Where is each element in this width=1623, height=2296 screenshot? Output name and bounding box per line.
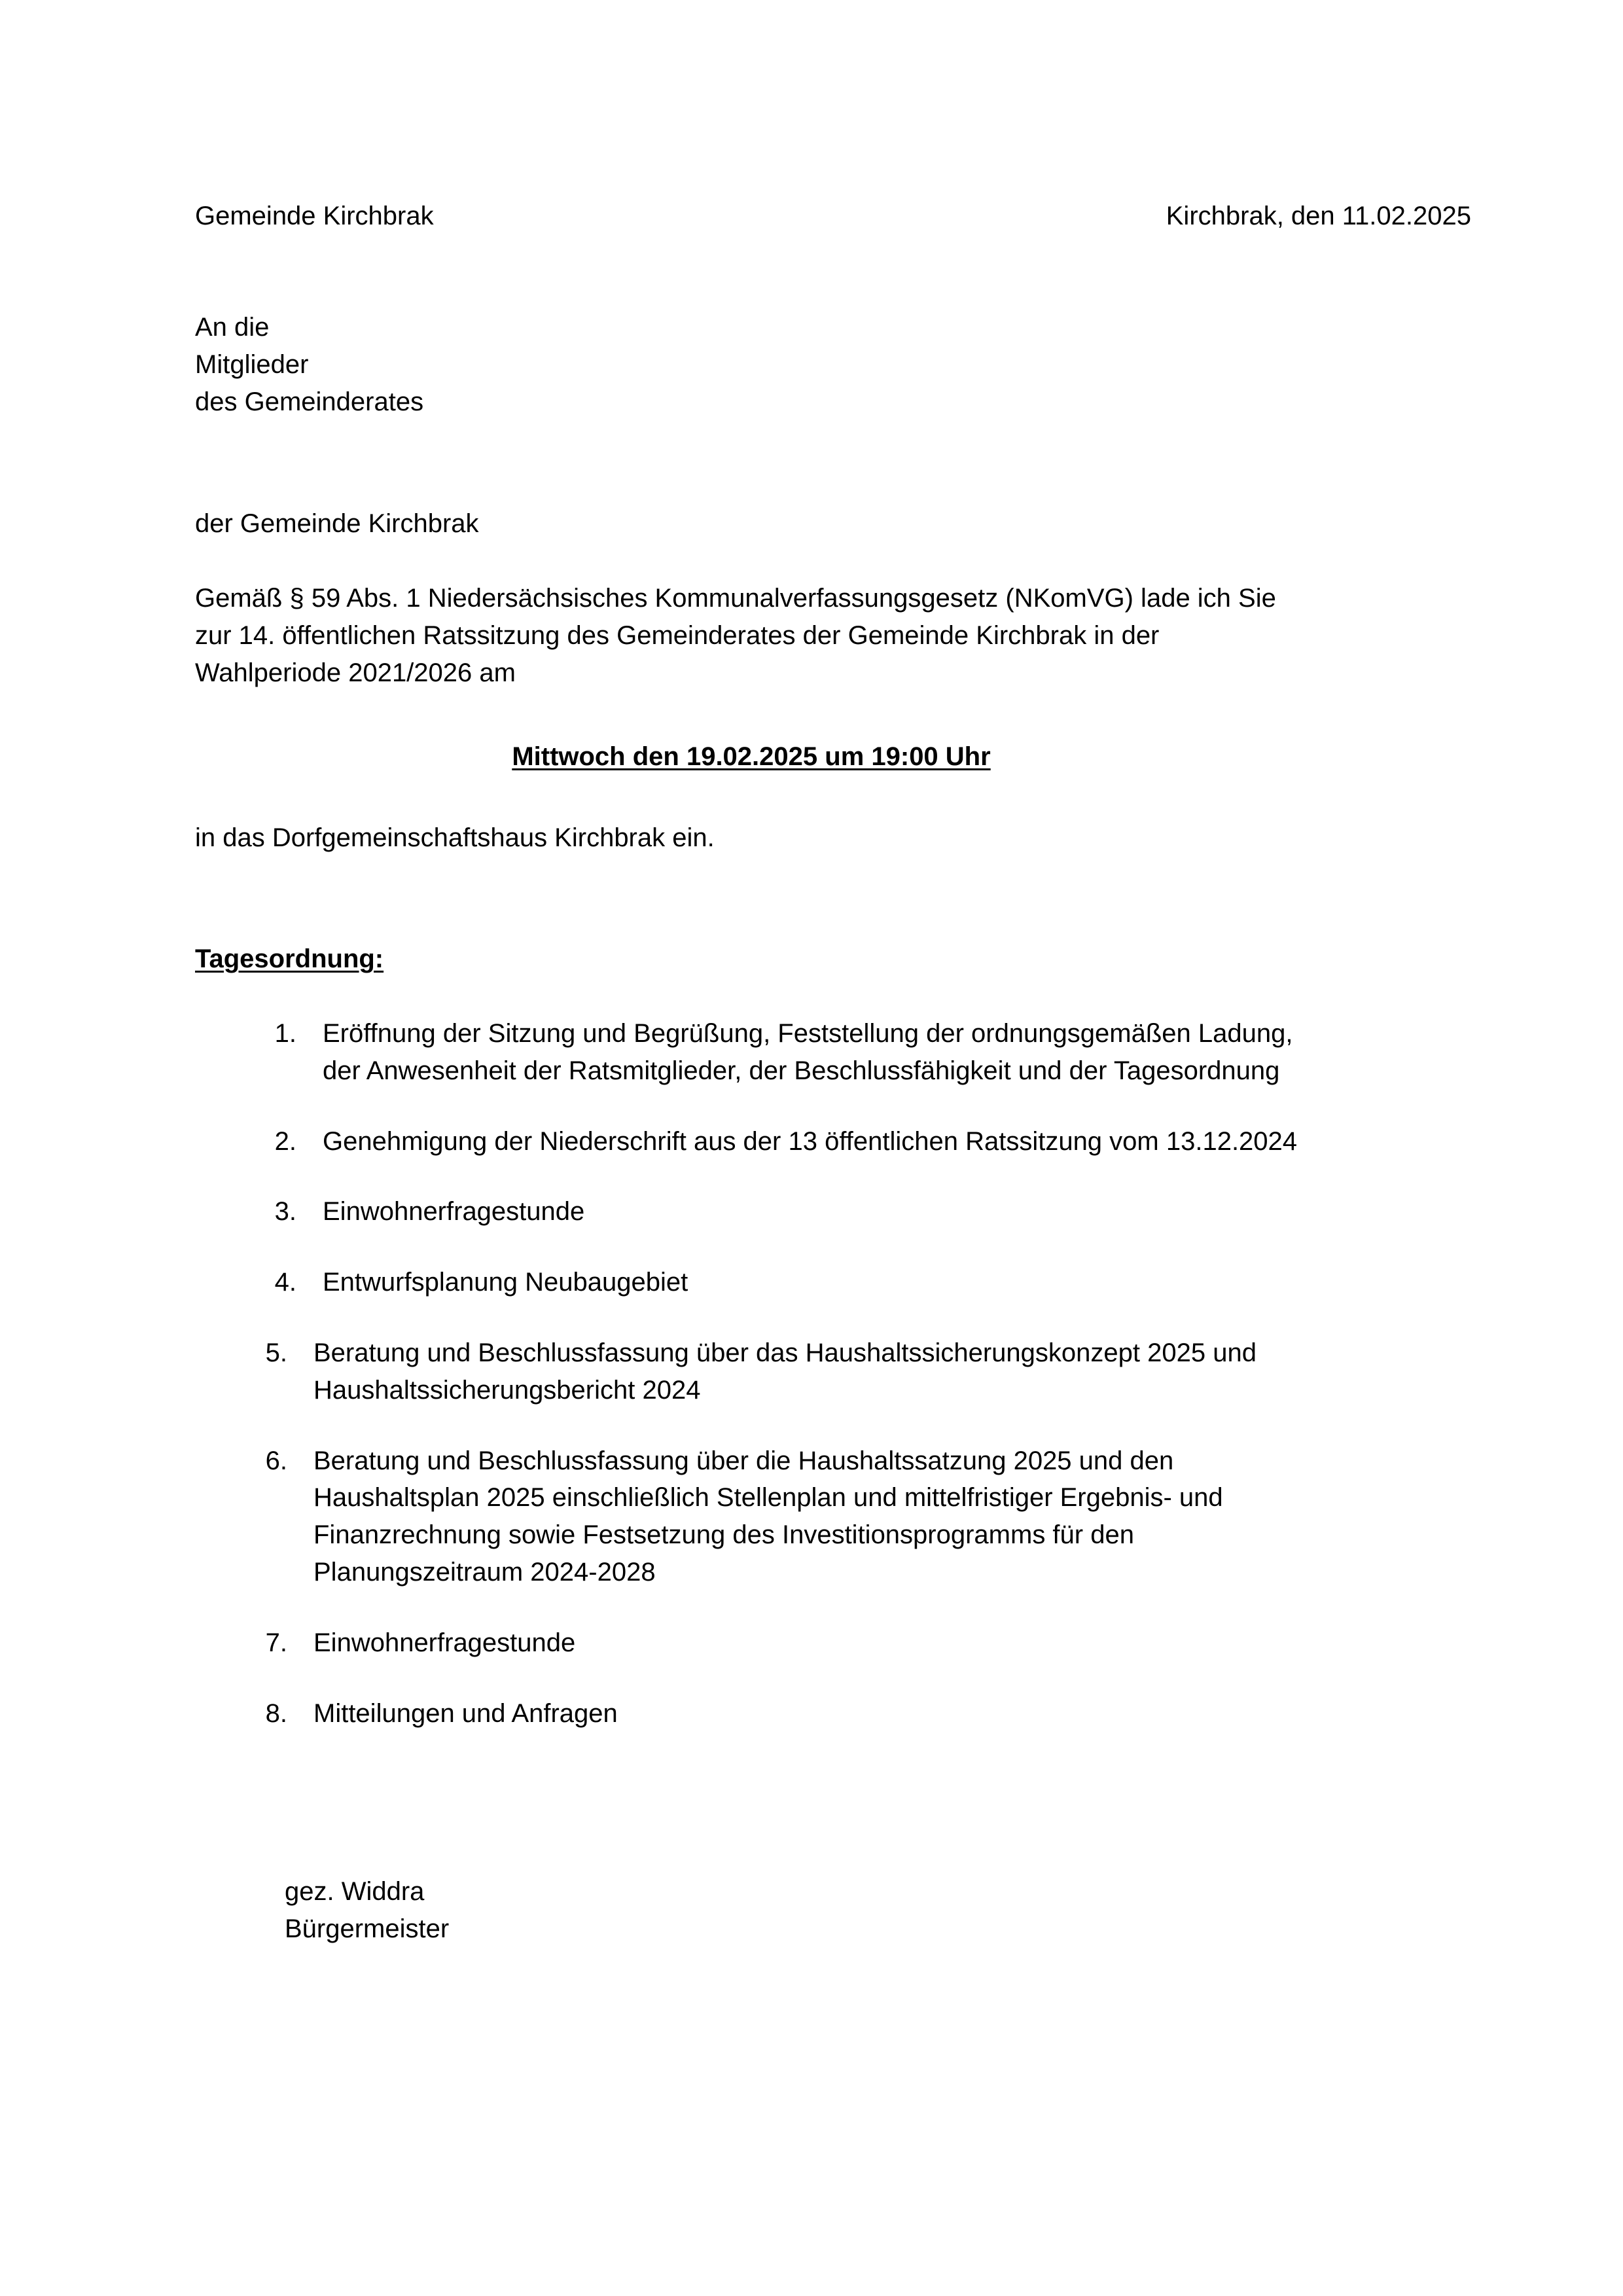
agenda-item-text: [323, 1015, 1478, 1090]
signer-title: Bürgermeister: [285, 1914, 450, 1943]
agenda-item-line: Haushaltsplan 2025 einschließlich Stellenplan und mittelfristiger Ergebnis- und: [313, 1483, 1223, 1513]
agenda-item-number: 5.: [265, 1338, 287, 1367]
signature-block: [285, 1873, 449, 1948]
agenda-item-line: Finanzrechnung sowie Festsetzung des Investitionsprogramms für den: [313, 1520, 1134, 1550]
addressee-line-4: der Gemeinde Kirchbrak: [195, 509, 479, 538]
agenda-item-line: Haushaltssicherungsbericht 2024: [313, 1375, 701, 1405]
agenda-item: [195, 1193, 1478, 1230]
agenda-item: [195, 1015, 1478, 1090]
agenda-list: [195, 1015, 1478, 1765]
agenda-item-line: der Anwesenheit der Ratsmitglieder, der Beschlussfähigkeit und der Tagesordnung: [323, 1056, 1280, 1085]
invitation-paragraph: [195, 580, 1461, 691]
agenda-item-text: [313, 1335, 1478, 1409]
agenda-item: [195, 1335, 1478, 1409]
agenda-item-number: 8.: [265, 1698, 287, 1728]
agenda-item-line: Eröffnung der Sitzung und Begrüßung, Feststellung der ordnungsgemäßen Ladung,: [323, 1019, 1293, 1048]
agenda-item: [195, 1443, 1478, 1591]
agenda-heading-text: Tagesordnung:: [195, 944, 384, 973]
agenda-item-number: 1.: [274, 1019, 296, 1048]
invitation-line-2: zur 14. öffentlichen Ratssitzung des Gemeinderates der Gemeinde Kirchbrak in der: [195, 620, 1160, 650]
agenda-item-number: 4.: [274, 1268, 296, 1297]
agenda-item-line: Einwohnerfragestunde: [323, 1197, 585, 1227]
agenda-item-text: [313, 1624, 1478, 1662]
invitation-line-3: Wahlperiode 2021/2026 am: [195, 658, 516, 687]
agenda-item-line: Planungszeitraum 2024-2028: [313, 1557, 656, 1587]
letter-header: [195, 198, 1478, 235]
agenda-item: [195, 1695, 1478, 1732]
agenda-item-line: Mitteilungen und Anfragen: [313, 1698, 618, 1728]
meeting-datetime-text: Mittwoch den 19.02.2025 um 19:00 Uhr: [512, 742, 991, 771]
agenda-item-text: [323, 1264, 1478, 1301]
agenda-item-text: [313, 1695, 1478, 1732]
place-and-date: Kirchbrak, den 11.02.2025: [1166, 202, 1471, 230]
agenda-heading: [195, 941, 383, 978]
agenda-item-line: Beratung und Beschlussfassung über die Haushaltssatzung 2025 und den: [313, 1446, 1174, 1475]
agenda-item-number: 6.: [265, 1446, 287, 1475]
meeting-datetime: [195, 738, 1308, 776]
agenda-item-number: 2.: [274, 1126, 296, 1156]
municipality-name: Gemeinde Kirchbrak: [195, 202, 434, 230]
meeting-venue: in das Dorfgemeinschaftshaus Kirchbrak ein.: [195, 823, 715, 852]
addressee-block: [195, 309, 980, 420]
addressee-line-2: Mitglieder: [195, 350, 309, 379]
invitation-line-1: Gemäß § 59 Abs. 1 Niedersächsisches Kommunalverfassungsgesetz (NKomVG) lade ich Sie: [195, 584, 1276, 613]
agenda-item-text: [313, 1443, 1478, 1591]
agenda-item-line: Entwurfsplanung Neubaugebiet: [323, 1268, 688, 1297]
agenda-item: [195, 1624, 1478, 1662]
agenda-item-line: Genehmigung der Niederschrift aus der 13 öffentlichen Ratssitzung vom 13.12.2024: [323, 1126, 1298, 1156]
agenda-item-line: Beratung und Beschlussfassung über das Haushaltssicherungskonzept 2025 und: [313, 1338, 1257, 1367]
agenda-item-line: Einwohnerfragestunde: [313, 1628, 576, 1657]
agenda-item-number: 7.: [265, 1628, 287, 1657]
addressee-line-3: des Gemeinderates: [195, 387, 424, 416]
agenda-item: [195, 1264, 1478, 1301]
agenda-item-text: [323, 1123, 1478, 1160]
agenda-item-number: 3.: [274, 1197, 296, 1227]
agenda-item-text: [323, 1193, 1478, 1230]
signed-by: gez. Widdra: [285, 1877, 425, 1906]
addressee-line-1: An die: [195, 313, 270, 342]
agenda-item: [195, 1123, 1478, 1160]
